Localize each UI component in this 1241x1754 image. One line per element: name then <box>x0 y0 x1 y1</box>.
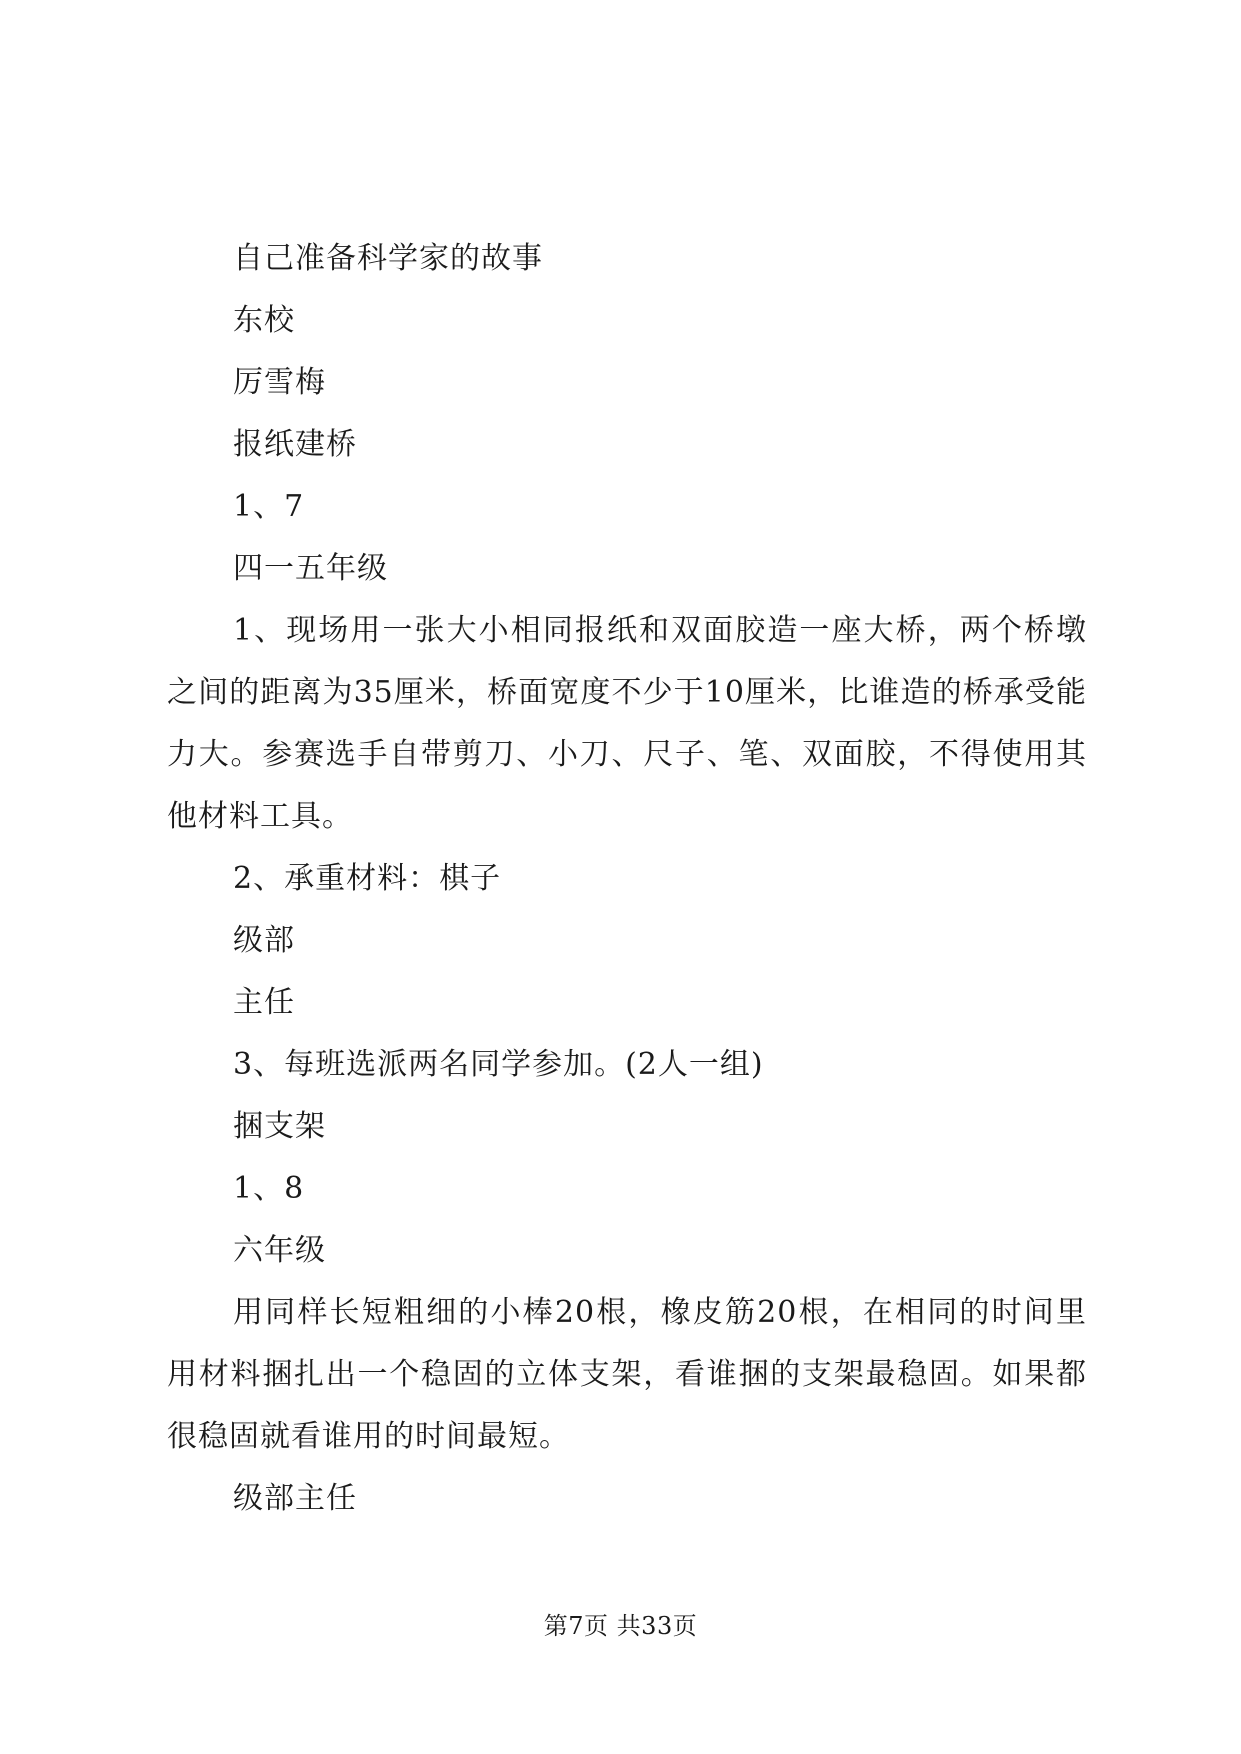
paragraph-campus: 东校 <box>233 303 295 338</box>
paragraph-grade: 四一五年级 <box>233 551 388 586</box>
paragraph-event2-director: 级部主任 <box>233 1481 357 1516</box>
paragraph-director: 主任 <box>233 985 295 1020</box>
paragraph-dept: 级部 <box>233 923 295 958</box>
paragraph-event2-title: 捆支架 <box>233 1109 326 1144</box>
paragraph-teacher: 厉雪梅 <box>233 365 326 400</box>
page-footer <box>0 1610 1241 1642</box>
paragraph-rule-3: 3、每班选派两名同学参加。(2人一组) <box>233 1047 764 1082</box>
paragraph-event-date: 1、7 <box>233 489 305 524</box>
paragraph-rule-2: 2、承重材料：棋子 <box>233 861 502 896</box>
paragraph-event2-grade: 六年级 <box>233 1233 326 1268</box>
paragraph-story: 自己准备科学家的故事 <box>233 241 543 276</box>
document-body <box>167 228 1087 1530</box>
paragraph-event2-date: 1、8 <box>233 1171 305 1206</box>
paragraph-event2-rule: 用同样长短粗细的小棒20根，橡皮筋20根，在相同的时间里用材料捆扎出一个稳固的立体支架，看谁捆的支架最稳固。如果都很稳固就看谁用的时间最短。 <box>167 1295 1087 1454</box>
paragraph-event-title: 报纸建桥 <box>233 427 357 462</box>
page-number: 第7页 共33页 <box>543 1612 698 1640</box>
paragraph-rule-1: 1、现场用一张大小相同报纸和双面胶造一座大桥，两个桥墩之间的距离为35厘米，桥面宽度不少于10厘米，比谁造的桥承受能力大。参赛选手自带剪刀、小刀、尺子、笔、双面胶，不得使用其他材料工具。 <box>167 613 1087 834</box>
